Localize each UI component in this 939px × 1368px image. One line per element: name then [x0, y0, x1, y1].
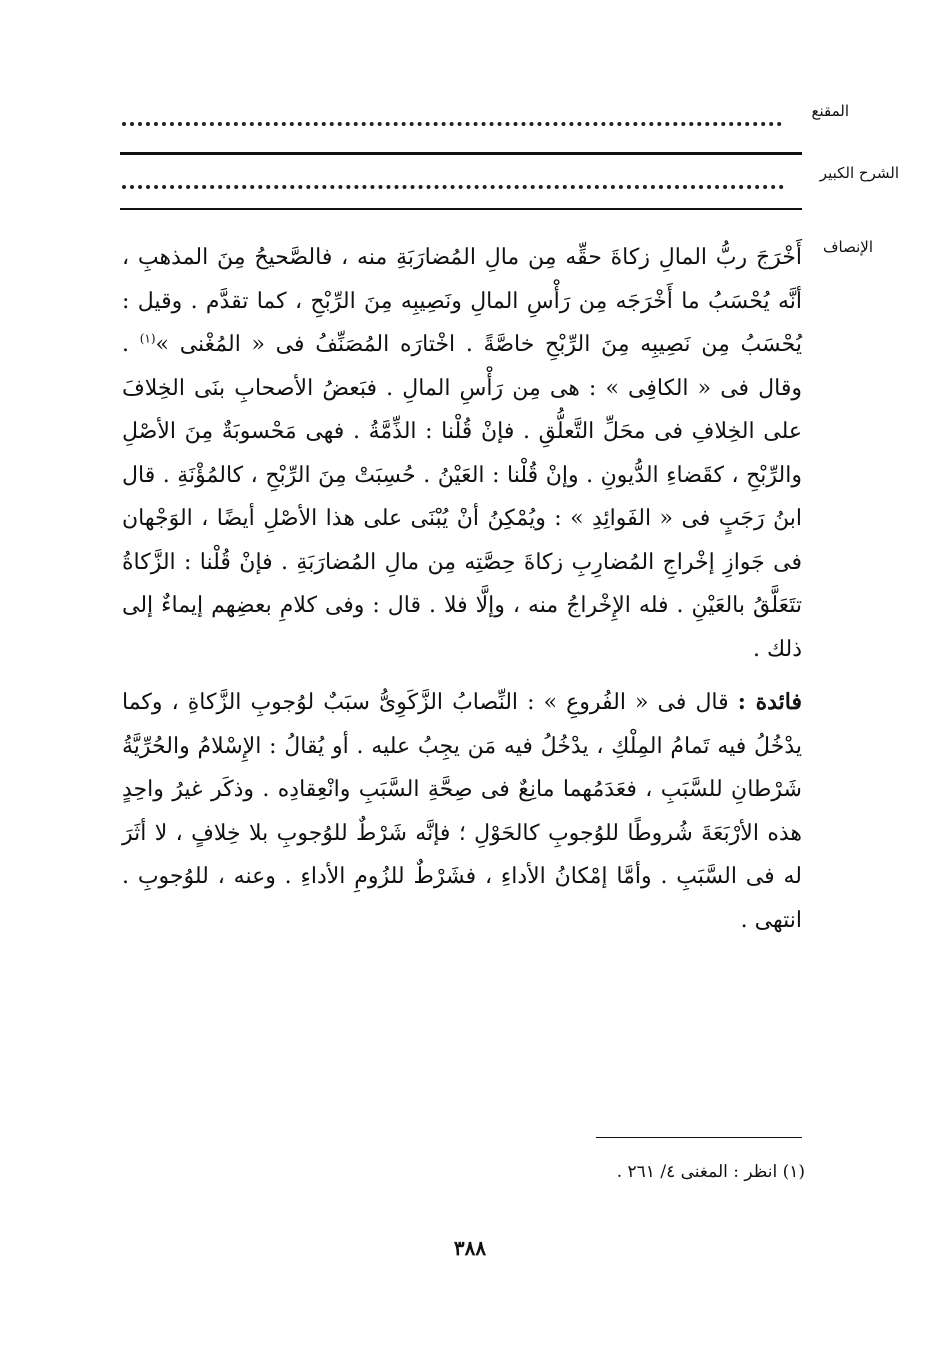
header-thick-rule	[120, 152, 802, 155]
paragraph-1	[122, 236, 802, 671]
insaf-label: الإنصاف	[822, 238, 873, 256]
header-thin-rule	[120, 208, 802, 210]
muqni-placeholder-dots	[122, 114, 782, 126]
main-body-text	[122, 236, 802, 942]
paragraph-1-continuation: . وقال فى « الكافِى » : هى مِن رَأْسِ المالِ . فبَعضُ الأصحابِ بنَى الخِلافَ على الخِلافِ فى محَلِّ التَّعلُّقِ . فإنْ قُلْنا : الذِّمَّةُ . فهى مَحْسوبَةٌ مِنَ الأصْلِ والرِّبْحِ ، كقَضاءِ الدُّيونِ . وإنْ قُلْنا : العَيْنُ . حُسِبَتْ مِنَ الرِّبْحِ ، كالمُؤْنَةِ . قال ابنُ رَجَبٍ فى « الفَوائِدِ » : ويُمْكِنُ أنْ يُبْنَى على هذا الأصْلِ أيضًا ، الوَجْهان فى جَوازِ إخْراجِ المُضارِبِ زكاةَ حِصَّتِه مِن مالِ المُضارَبَةِ . فإنْ قُلْنا : الزَّكاةُ تتَعَلَّقُ بالعَيْنِ . فله الإِخْراجُ منه ، وإلَّا فلا . قال : وفى كلامِ بعضِهم إيماءٌ إلى ذلك .	[122, 332, 802, 662]
footnote-marker: (١)	[139, 331, 156, 346]
sharh-kabir-placeholder-dots	[122, 177, 784, 189]
paragraph-1-text: أَخْرَجَ ربُّ المالِ زكاةَ حقِّه مِن مالِ المُضارَبَةِ منه ، فالصَّحيحُ مِنَ المذهبِ ، أنَّه يُحْسَبُ ما أَخْرَجَه مِن رَأْسِ المالِ ونَصِيبِه مِنَ الرِّبْحِ ، كما تقدَّم . وقيل : يُحْسَبُ مِن نَصِيبِه مِنَ الرِّبْحِ خاصَّةً . اخْتارَه المُصَنِّفُ فى « المُغْنى »	[122, 245, 802, 357]
page-number: ٣٨٨	[453, 1236, 487, 1260]
paragraph-2-text: قال فى « الفُروعِ » : النِّصابُ الزَّكَوِىُّ سبَبٌ لوُجوبِ الزَّكاةِ ، وكما يدْخُلُ فيه تَمامُ المِلْكِ ، يدْخُلُ فيه مَن يجِبُ عليه . أو يُقالُ : الإِسْلامُ والحُرِّيَّةُ شَرْطانِ للسَّبَبِ ، فعَدَمُهما مانِعٌ فى صِحَّةِ السَّبَبِ وانْعِقادِه . وذكَر غيرُ واحِدٍ هذه الأرْبَعَةَ شُروطًا للوُجوبِ كالحَوْلِ ؛ فإنَّه شَرْطٌ للوُجوبِ بلا خِلافٍ ، لا أثَرَ له فى السَّبَبِ . وأمَّا إمْكانُ الأداءِ ، فشَرْطٌ للزُومِ الأداءِ . وعنه ، للوُجوبِ . انتهى .	[122, 690, 802, 933]
faida-term: فائدة :	[737, 689, 803, 715]
footnote-text: (١) انظر : المغنى ٤/ ٢٦١ .	[616, 1162, 805, 1182]
sharh-kabir-label: الشرح الكبير	[819, 164, 899, 182]
paragraph-2	[122, 681, 802, 942]
footnote-separator	[596, 1137, 802, 1138]
muqni-label: المقنع	[811, 102, 849, 120]
